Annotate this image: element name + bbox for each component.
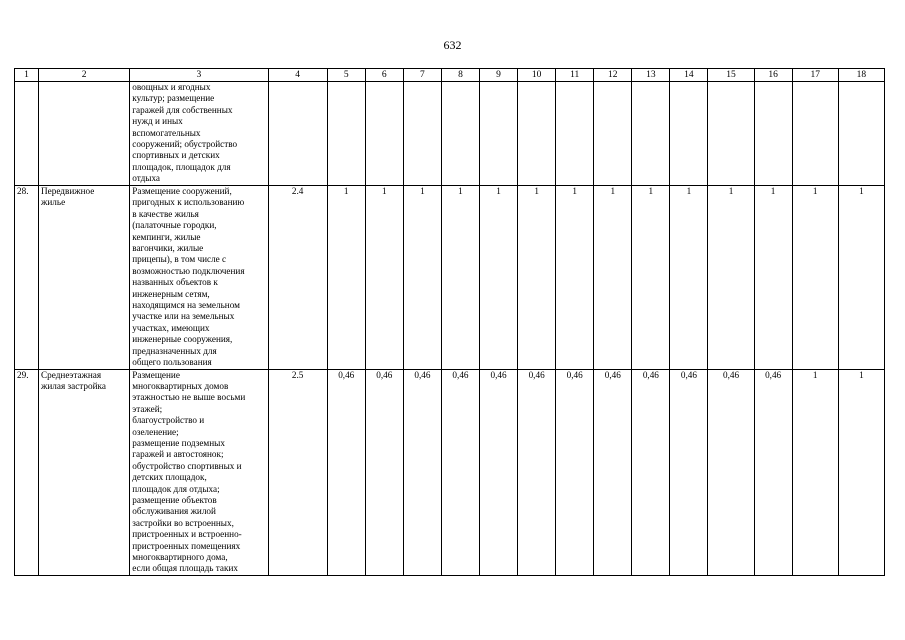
table-row xyxy=(15,186,885,370)
land-use-description-cell: овощных и ягодных культур; размещение гаражей для собственных нужд и иных вспомогательных сооружений; обустройство спортивных и детских площадок, площадок для отдыха xyxy=(130,82,268,186)
coefficient-cell: 1 xyxy=(556,186,594,370)
classifier-code-cell xyxy=(268,82,327,186)
coefficient-cell: 1 xyxy=(594,186,632,370)
coefficient-cell: 1 xyxy=(518,186,556,370)
table-row xyxy=(15,82,885,186)
row-number-cell xyxy=(15,82,39,186)
coefficient-cell: 1 xyxy=(365,186,403,370)
header-row xyxy=(15,69,885,82)
table-row xyxy=(15,369,885,575)
land-use-name-cell: Среднеэтажная жилая застройка xyxy=(39,369,130,575)
header-cell: 17 xyxy=(792,69,838,82)
coefficient-cell: 1 xyxy=(670,186,708,370)
coefficient-cell xyxy=(708,82,754,186)
row-number-cell: 28. xyxy=(15,186,39,370)
coefficient-cell: 0,46 xyxy=(708,369,754,575)
coefficient-cell: 0,46 xyxy=(632,369,670,575)
coefficient-cell: 0,46 xyxy=(480,369,518,575)
coefficient-cell: 0,46 xyxy=(441,369,479,575)
coefficient-cell xyxy=(441,82,479,186)
coefficient-cell: 0,46 xyxy=(594,369,632,575)
coefficient-cell: 1 xyxy=(838,369,884,575)
header-cell: 2 xyxy=(39,69,130,82)
land-use-name-cell: Передвижное жилье xyxy=(39,186,130,370)
header-cell: 3 xyxy=(130,69,268,82)
coefficient-cell: 1 xyxy=(792,186,838,370)
header-cell: 12 xyxy=(594,69,632,82)
page-number: 632 xyxy=(443,38,462,52)
coefficient-cell xyxy=(792,82,838,186)
coefficient-cell: 1 xyxy=(792,369,838,575)
row-number-cell: 29. xyxy=(15,369,39,575)
coefficient-cell xyxy=(365,82,403,186)
header-cell: 16 xyxy=(754,69,792,82)
coefficient-cell: 1 xyxy=(441,186,479,370)
classifier-code-cell: 2.5 xyxy=(268,369,327,575)
coefficient-cell xyxy=(556,82,594,186)
coefficient-cell: 0,46 xyxy=(403,369,441,575)
header-cell: 14 xyxy=(670,69,708,82)
coefficient-cell: 1 xyxy=(708,186,754,370)
header-cell: 8 xyxy=(441,69,479,82)
coefficient-cell: 1 xyxy=(403,186,441,370)
land-use-description-cell: Размещение сооружений, пригодных к использованию в качестве жилья (палаточные городки, кемпинги, жилые вагончики, жилые прицепы), в том числе с возможностью подключения названных объектов к инженерным сетям, находящимся на земельном участке или на земельных участках, имеющих инженерные сооружения, предназначенных для общего пользования xyxy=(130,186,268,370)
header-cell: 1 xyxy=(15,69,39,82)
zoning-table xyxy=(14,68,885,576)
coefficient-cell xyxy=(670,82,708,186)
coefficient-cell: 0,46 xyxy=(518,369,556,575)
coefficient-cell: 1 xyxy=(480,186,518,370)
coefficient-cell: 0,46 xyxy=(556,369,594,575)
classifier-code-cell: 2.4 xyxy=(268,186,327,370)
header-cell: 9 xyxy=(480,69,518,82)
coefficient-cell xyxy=(480,82,518,186)
land-use-description-cell: Размещение многоквартирных домов этажностью не выше восьми этажей; благоустройство и озеленение; размещение подземных гаражей и автостоянок; обустройство спортивных и детских площадок, площадок для отдыха; размещение объектов обслуживания жилой застройки во встроенных, пристроенных и встроенно- пристроенных помещениях многоквартирного дома, если общая площадь таких xyxy=(130,369,268,575)
header-cell: 13 xyxy=(632,69,670,82)
coefficient-cell: 1 xyxy=(632,186,670,370)
coefficient-cell: 0,46 xyxy=(327,369,365,575)
coefficient-cell: 1 xyxy=(327,186,365,370)
coefficient-cell: 0,46 xyxy=(670,369,708,575)
header-cell: 7 xyxy=(403,69,441,82)
coefficient-cell: 1 xyxy=(838,186,884,370)
header-cell: 6 xyxy=(365,69,403,82)
header-cell: 18 xyxy=(838,69,884,82)
coefficient-cell: 0,46 xyxy=(754,369,792,575)
coefficient-cell xyxy=(594,82,632,186)
land-use-name-cell xyxy=(39,82,130,186)
coefficient-cell xyxy=(754,82,792,186)
coefficient-cell: 0,46 xyxy=(365,369,403,575)
coefficient-cell xyxy=(838,82,884,186)
header-cell: 4 xyxy=(268,69,327,82)
header-cell: 10 xyxy=(518,69,556,82)
coefficient-cell: 1 xyxy=(754,186,792,370)
coefficient-cell xyxy=(403,82,441,186)
coefficient-cell xyxy=(518,82,556,186)
header-cell: 5 xyxy=(327,69,365,82)
coefficient-cell xyxy=(327,82,365,186)
header-cell: 15 xyxy=(708,69,754,82)
coefficient-cell xyxy=(632,82,670,186)
header-cell: 11 xyxy=(556,69,594,82)
